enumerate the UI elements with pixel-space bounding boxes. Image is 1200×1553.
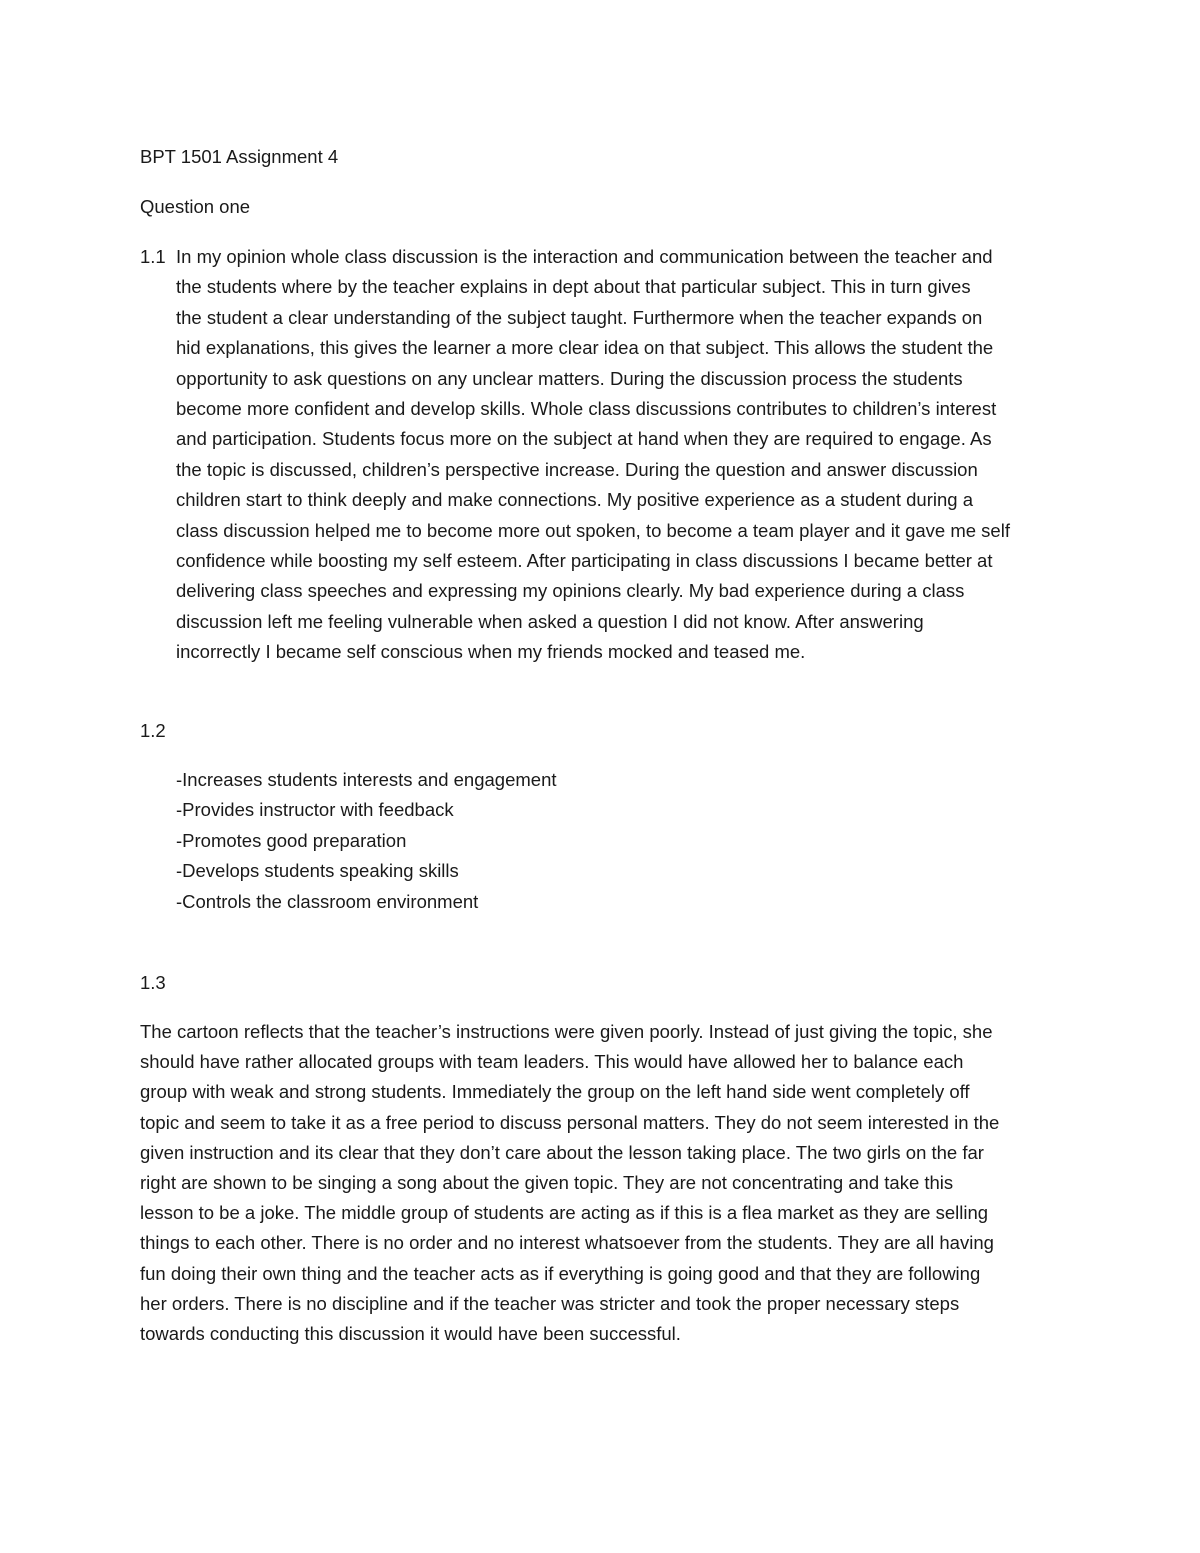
answer-line: things to each other. There is no order and no interest whatsoever from the students. They are all having xyxy=(140,1232,994,1254)
answer-line: should have rather allocated groups with team leaders. This would have allowed her to balance each xyxy=(140,1051,964,1073)
answer-line: right are shown to be singing a song about the given topic. They are not concentrating and take this xyxy=(140,1171,954,1193)
answer-line: group with weak and strong students. Immediately the group on the left hand side went completely off xyxy=(140,1081,970,1103)
question-1-3-number: 1.3 xyxy=(140,972,166,993)
question-1-3-answer xyxy=(140,1017,1080,1349)
answer-line: the topic is discussed, children’s perspective increase. During the question and answer discussion xyxy=(176,458,978,480)
answer-line: class discussion helped me to become more out spoken, to become a team player and it gave me self xyxy=(176,519,1010,541)
question-heading: Question one xyxy=(140,196,251,217)
list-item: -Develops students speaking skills xyxy=(176,860,459,882)
list-item: -Provides instructor with feedback xyxy=(176,799,454,821)
document-title: BPT 1501 Assignment 4 xyxy=(140,146,339,167)
answer-line: fun doing their own thing and the teacher acts as if everything is going good and that they are following xyxy=(140,1262,981,1284)
answer-line: her orders. There is no discipline and if the teacher was stricter and took the proper necessary steps xyxy=(140,1292,960,1314)
answer-line: the student a clear understanding of the subject taught. Furthermore when the teacher expands on xyxy=(176,306,983,328)
list-item: -Controls the classroom environment xyxy=(176,890,479,912)
question-1-2-list xyxy=(176,765,557,917)
answer-line: become more confident and develop skills. Whole class discussions contributes to children’s interest xyxy=(176,397,997,419)
answer-line: confidence while boosting my self esteem. After participating in class discussions I became better at xyxy=(176,549,993,571)
answer-line: towards conducting this discussion it would have been successful. xyxy=(140,1322,681,1344)
answer-line: topic and seem to take it as a free period to discuss personal matters. They do not seem interested in the xyxy=(140,1111,1000,1133)
list-item: -Increases students interests and engagement xyxy=(176,769,557,790)
answer-line: children start to think deeply and make connections. My positive experience as a student during a xyxy=(176,489,973,511)
answer-line: given instruction and its clear that they don’t care about the lesson taking place. The two girls on the far xyxy=(140,1141,984,1163)
answer-line: the students where by the teacher explains in dept about that particular subject. This in turn gives xyxy=(176,276,971,298)
answer-line: discussion left me feeling vulnerable when asked a question I did not know. After answering xyxy=(176,610,924,632)
answer-line: The cartoon reflects that the teacher’s instructions were given poorly. Instead of just giving the topic, she xyxy=(140,1021,993,1042)
answer-line: delivering class speeches and expressing my opinions clearly. My bad experience during a class xyxy=(176,580,965,602)
list-item: -Promotes good preparation xyxy=(176,829,407,851)
answer-line: hid explanations, this gives the learner a more clear idea on that subject. This allows the student the xyxy=(176,337,994,359)
answer-line: incorrectly I became self conscious when my friends mocked and teased me. xyxy=(176,641,806,663)
question-1-1-answer xyxy=(176,242,1076,667)
answer-line: and participation. Students focus more on the subject at hand when they are required to engage. As xyxy=(176,428,992,450)
question-1-2-number: 1.2 xyxy=(140,720,166,741)
answer-line: In my opinion whole class discussion is the interaction and communication between the teacher and xyxy=(176,246,993,267)
question-1-1-number: 1.1 xyxy=(140,246,166,267)
answer-line: opportunity to ask questions on any unclear matters. During the discussion process the students xyxy=(176,367,963,389)
answer-line: lesson to be a joke. The middle group of students are acting as if this is a flea market as they are selling xyxy=(140,1202,989,1224)
